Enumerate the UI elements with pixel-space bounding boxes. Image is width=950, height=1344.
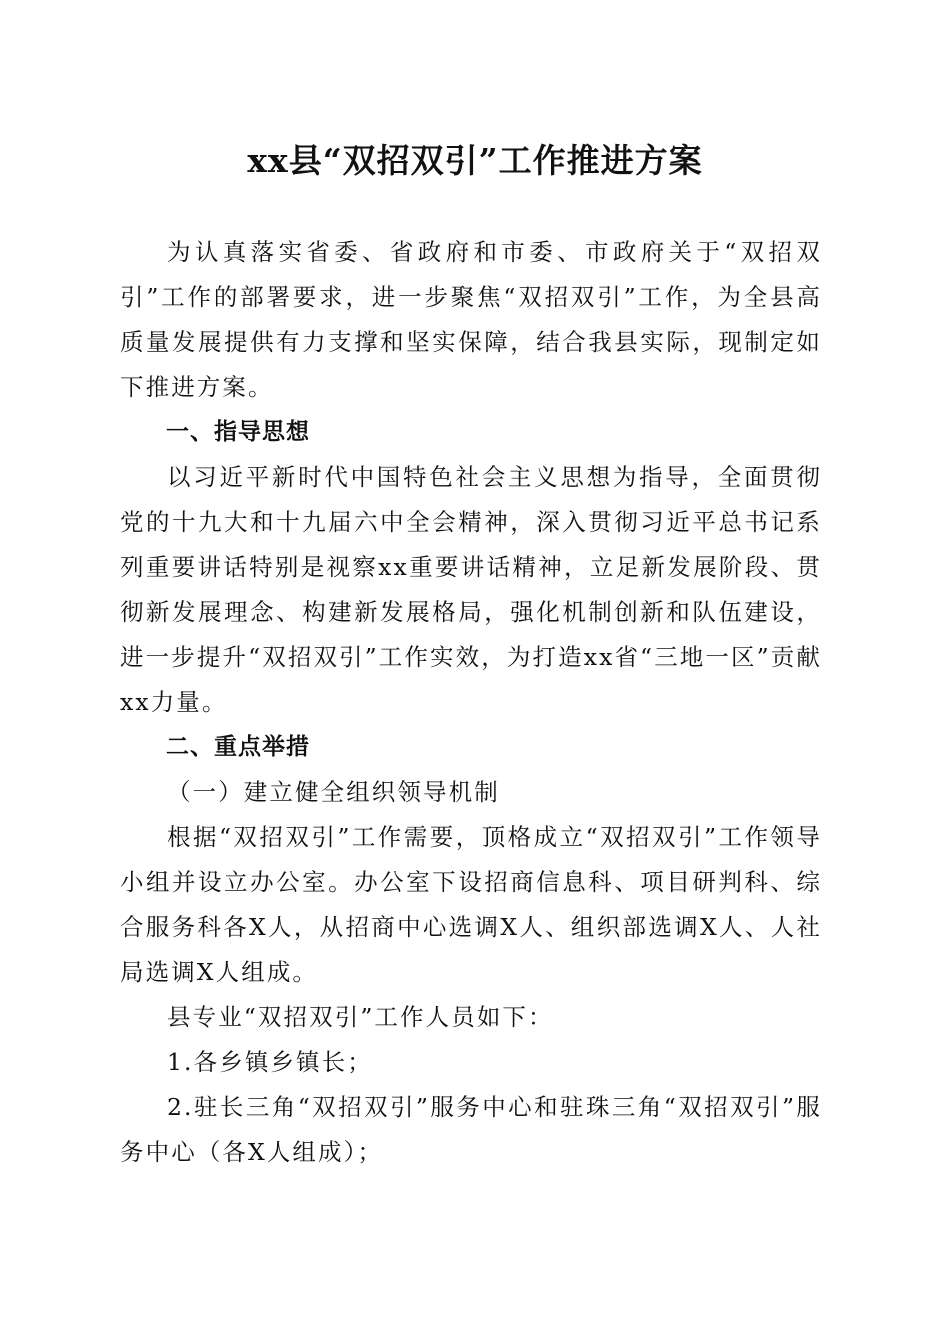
intro-paragraph: 为认真落实省委、省政府和市委、市政府关于“双招双引”工作的部署要求，进一步聚焦“双招双引”工作，为全县高质量发展提供有力支撑和坚实保障，结合我县实际，现制定如下推进方案。 <box>120 238 822 401</box>
document-title: xx县“双招双引”工作推进方案 <box>247 141 703 180</box>
organization-paragraph: 根据“双招双引”工作需要，顶格成立“双招双引”工作领导小组并设立办公室。办公室下设招商信息科、项目研判科、综合服务科各X人，从招商中心选调X人、组织部选调X人、人社局选调X人组成。 <box>120 823 822 986</box>
list-item: 2.驻长三角“双招双引”服务中心和驻珠三角“双招双引”服务中心（各X人组成）； <box>120 1093 822 1166</box>
staff-list-intro: 县专业“双招双引”工作人员如下： <box>167 1003 554 1031</box>
subsection-heading-organization: （一）建立健全组织领导机制 <box>167 778 500 806</box>
section-heading-guiding-ideology: 一、指导思想 <box>166 419 310 445</box>
document-body <box>120 230 822 1175</box>
section-heading-key-measures: 二、重点举措 <box>166 734 310 760</box>
list-item: 1.各乡镇乡镇长； <box>167 1048 373 1076</box>
guiding-ideology-paragraph: 以习近平新时代中国特色社会主义思想为指导，全面贯彻党的十九大和十九届六中全会精神，深入贯彻习近平总书记系列重要讲话特别是视察xx重要讲话精神，立足新发展阶段、贯彻新发展理念、构建新发展格局，强化机制创新和队伍建设，进一步提升“双招双引”工作实效，为打造xx省“三地一区”贡献xx力量。 <box>120 463 822 716</box>
